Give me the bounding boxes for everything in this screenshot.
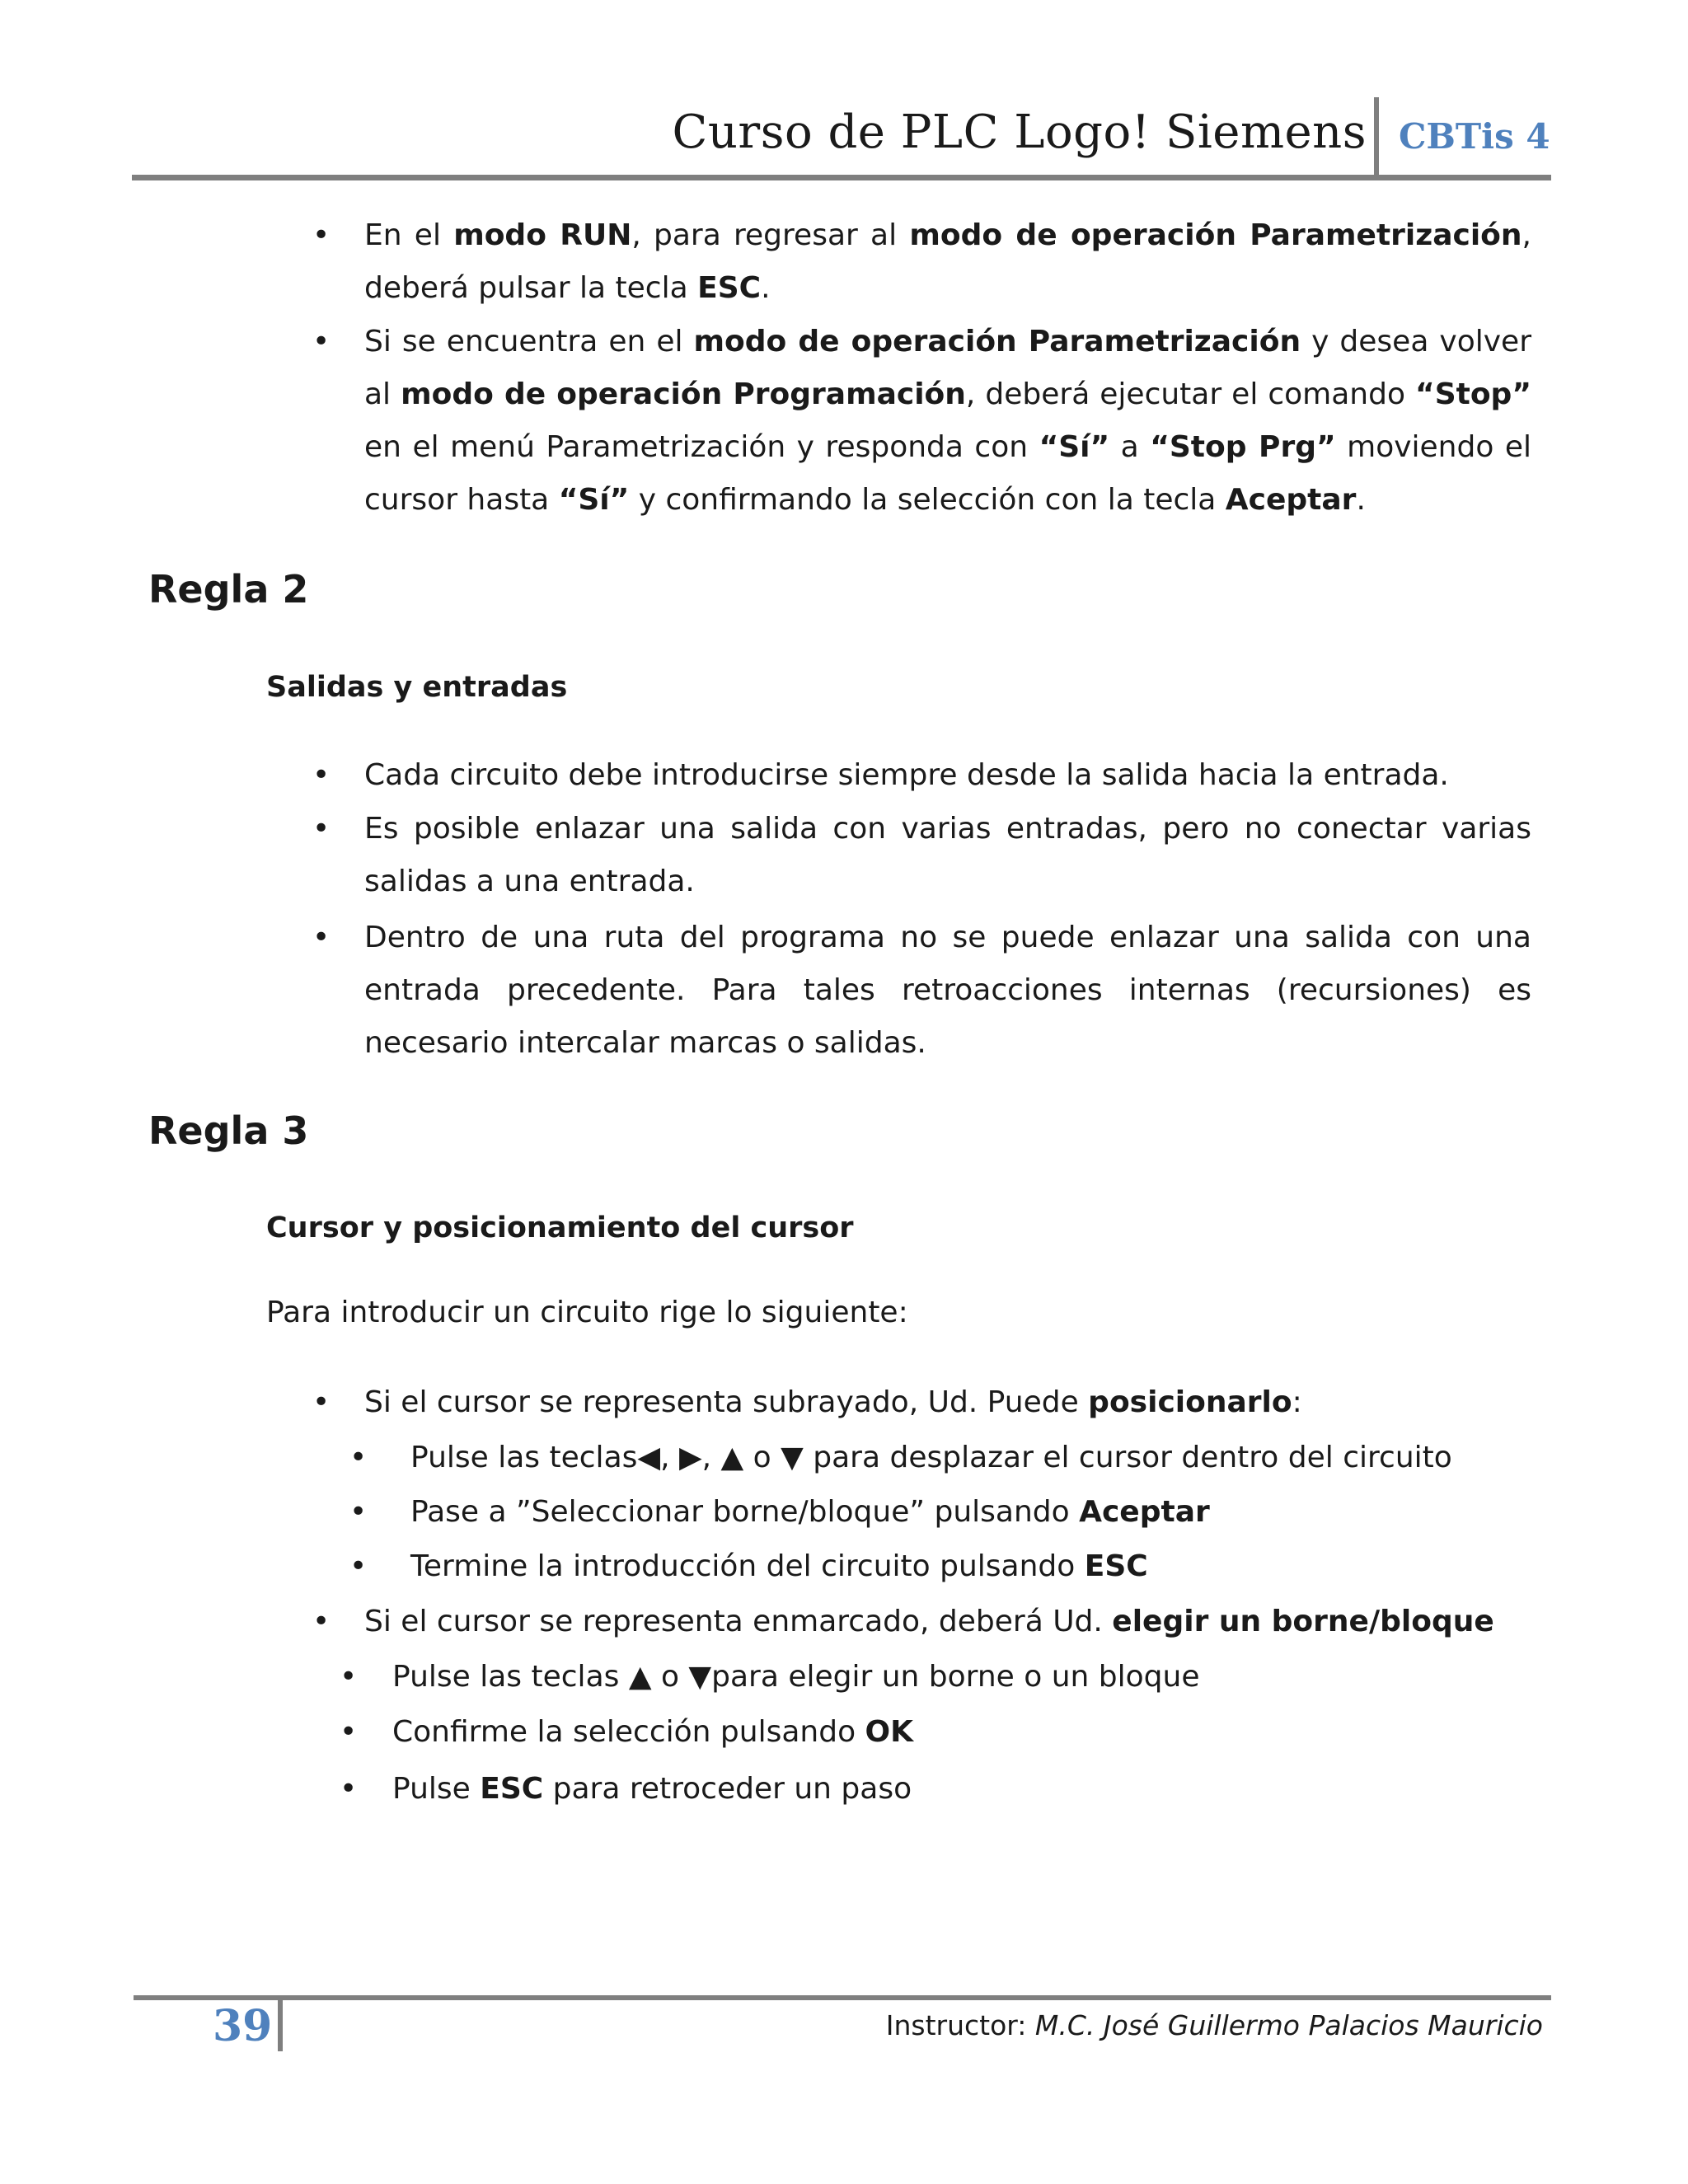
regla3-sub-1-3: Termine la introducción del circuito pulsando ESC xyxy=(410,1549,1148,1583)
regla3-sub-1-1: Pulse las teclas◀, ▶, ▲ o ▼ para desplazar el cursor dentro del circuito xyxy=(410,1441,1452,1474)
header-badge: CBTis 4 xyxy=(1399,116,1550,157)
footer-rule xyxy=(134,1995,1551,2000)
regla3-bullet-1: Si el cursor se representa subrayado, Ud. Puede posicionarlo: xyxy=(364,1385,1302,1419)
regla2-bullet-3: Dentro de una ruta del programa no se puede enlazar una salida con una entrada precedente. Para tales retroacciones internas (recursiones) es necesario intercalar marcas o salidas. xyxy=(364,921,1531,1060)
subheading-salidas-entradas: Salidas y entradas xyxy=(266,671,568,704)
subheading-cursor: Cursor y posicionamiento del cursor xyxy=(266,1212,854,1244)
bullet-icon: • xyxy=(312,758,331,792)
bullet-icon: • xyxy=(312,812,331,846)
section-heading-regla-2: Regla 2 xyxy=(148,567,309,612)
regla3-intro: Para introducir un circuito rige lo siguiente: xyxy=(266,1296,908,1329)
header-separator xyxy=(1374,97,1379,175)
bullet-icon: • xyxy=(349,1495,368,1529)
page-header xyxy=(0,0,1688,190)
bullet-icon: • xyxy=(349,1441,368,1474)
footer-instructor: Instructor: M.C. José Guillermo Palacios Mauricio xyxy=(885,2009,1543,2041)
intro-bullet-1: En el modo RUN, para regresar al modo de operación Parametrización, deberá pulsar la tecla ESC. xyxy=(364,218,1531,305)
bullet-icon: • xyxy=(312,1605,331,1638)
bullet-icon: • xyxy=(340,1660,358,1694)
bullet-icon: • xyxy=(312,218,331,252)
regla3-sub-1-2: Pase a ”Seleccionar borne/bloque” pulsando Aceptar xyxy=(410,1495,1210,1529)
regla2-bullet-1: Cada circuito debe introducirse siempre desde la salida hacia la entrada. xyxy=(364,758,1449,792)
section-heading-regla-3: Regla 3 xyxy=(148,1108,309,1153)
regla3-sub-2-1: Pulse las teclas ▲ o ▼para elegir un borne o un bloque xyxy=(392,1660,1200,1694)
regla3-sub-2-3: Pulse ESC para retroceder un paso xyxy=(392,1772,912,1806)
footer-separator xyxy=(278,1995,283,2051)
page-number: 39 xyxy=(213,2001,273,2051)
intro-bullet-2: Si se encuentra en el modo de operación Parametrización y desea volver al modo de operación Programación, deberá ejecutar el comando “Stop” en el menú Parametrización y responda con “Sí” a “Stop Prg” moviendo el cursor hasta “Sí” y confirmando la selección con la tecla Aceptar. xyxy=(364,325,1532,517)
bullet-icon: • xyxy=(349,1549,368,1583)
bullet-icon: • xyxy=(312,325,331,359)
bullet-icon: • xyxy=(340,1772,358,1806)
regla2-bullet-2: Es posible enlazar una salida con varias entradas, pero no conectar varias salidas a una entrada. xyxy=(364,812,1531,898)
bullet-icon: • xyxy=(312,1385,331,1419)
bullet-icon: • xyxy=(340,1715,358,1749)
header-title: Curso de PLC Logo! Siemens xyxy=(672,105,1367,159)
regla3-bullet-2: Si el cursor se representa enmarcado, deberá Ud. elegir un borne/bloque xyxy=(364,1605,1494,1638)
header-rule xyxy=(132,175,1551,180)
regla3-sub-2-2: Confirme la selección pulsando OK xyxy=(392,1715,914,1749)
bullet-icon: • xyxy=(312,921,331,954)
